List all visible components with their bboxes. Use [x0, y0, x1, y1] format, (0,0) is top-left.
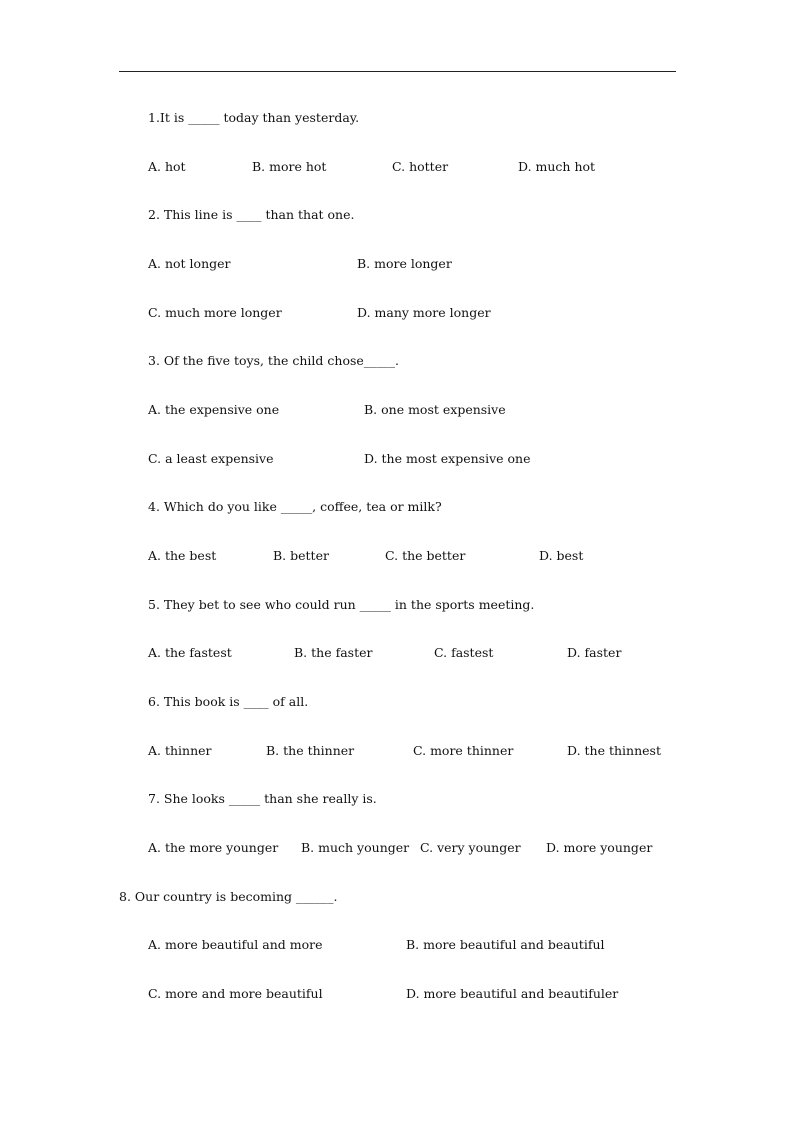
question-8-option-b: B. more beautiful and beautiful [406, 937, 605, 952]
question-2-option-a: A. not longer [148, 256, 231, 271]
question-4-option-a: A. the best [148, 548, 217, 563]
question-8-option-a: A. more beautiful and more [148, 937, 323, 952]
question-7-option-c: C. very younger [420, 840, 521, 855]
question-6-option-d: D. the thinnest [567, 743, 661, 758]
question-7-option-d: D. more younger [546, 840, 653, 855]
question-6-stem: 6. This book is ____ of all. [148, 694, 309, 709]
question-6-option-c: C. more thinner [413, 743, 514, 758]
question-6-option-b: B. the thinner [266, 743, 355, 758]
question-1-option-a: A. hot [148, 159, 186, 174]
question-1-stem: 1.It is _____ today than yesterday. [148, 110, 360, 125]
question-3-option-c: C. a least expensive [148, 451, 274, 466]
question-2-option-c: C. much more longer [148, 305, 282, 320]
question-3-option-a: A. the expensive one [148, 402, 280, 417]
question-8-option-c: C. more and more beautiful [148, 986, 323, 1001]
question-1-option-d: D. much hot [518, 159, 596, 174]
question-2-option-b: B. more longer [357, 256, 452, 271]
question-1-option-b: B. more hot [252, 159, 327, 174]
question-3-option-b: B. one most expensive [364, 402, 506, 417]
question-4-option-c: C. the better [385, 548, 466, 563]
question-5-stem: 5. They bet to see who could run _____ in the sports meeting. [148, 597, 535, 612]
question-7-option-b: B. much younger [301, 840, 410, 855]
question-4-stem: 4. Which do you like _____, coffee, tea or milk? [148, 499, 442, 514]
question-8-stem: 8. Our country is becoming ______. [119, 889, 338, 904]
header-rule [119, 71, 676, 72]
question-4-option-d: D. best [539, 548, 584, 563]
question-4-option-b: B. better [273, 548, 329, 563]
question-7-option-a: A. the more younger [148, 840, 279, 855]
question-3-stem: 3. Of the five toys, the child chose_____. [148, 353, 400, 368]
question-5-option-a: A. the fastest [148, 645, 232, 660]
question-7-stem: 7. She looks _____ than she really is. [148, 791, 377, 806]
question-6-option-a: A. thinner [148, 743, 212, 758]
question-3-option-d: D. the most expensive one [364, 451, 531, 466]
question-5-option-b: B. the faster [294, 645, 373, 660]
question-1-option-c: C. hotter [392, 159, 449, 174]
question-2-stem: 2. This line is ____ than that one. [148, 207, 355, 222]
question-5-option-c: C. fastest [434, 645, 494, 660]
question-2-option-d: D. many more longer [357, 305, 491, 320]
question-5-option-d: D. faster [567, 645, 622, 660]
question-8-option-d: D. more beautiful and beautifuler [406, 986, 619, 1001]
